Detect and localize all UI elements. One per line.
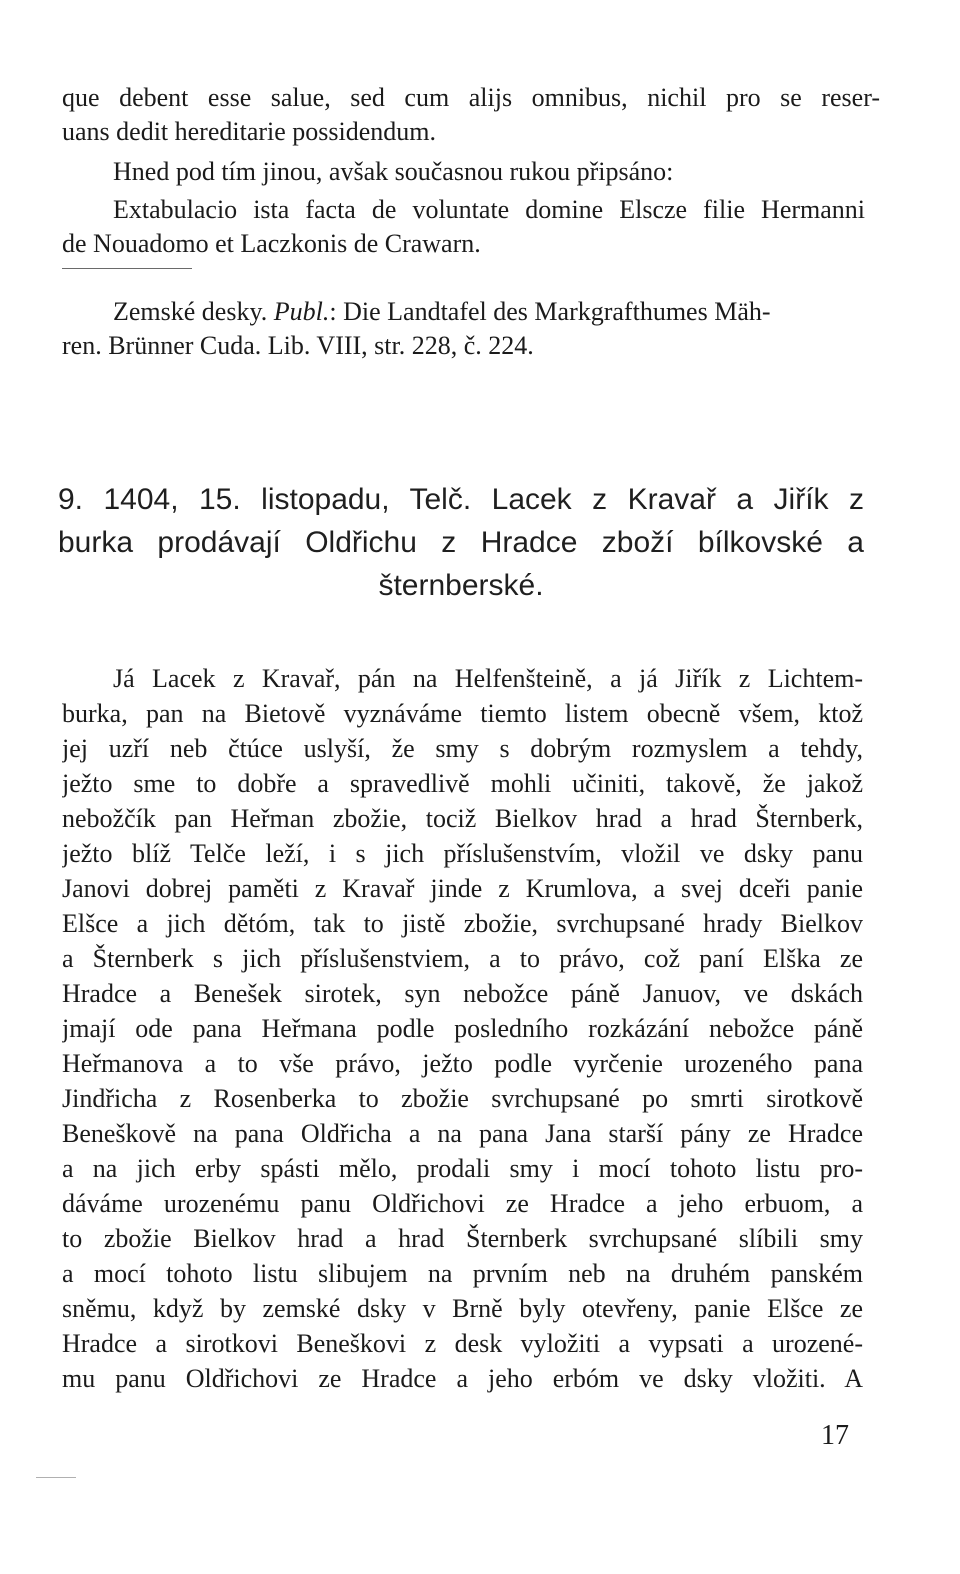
body-line-17: to zbožie Bielkov hrad a hrad Šternberk svrchupsané slíbili smy [62,1224,863,1253]
body-line-21: mu panu Oldřichovi ze Hradce a jeho erbóm ve dsky vložiti. A [62,1364,863,1393]
body-line-20: Hradce a sirotkovi Beneškovi z desk vyložiti a vypsati a urozené- [62,1329,863,1358]
scan-mark [36,1477,76,1478]
body-line-8: Elšce a jich dětóm, tak to jistě zbožie, svrchupsané hrady Bielkov [62,909,863,938]
body-line-19: sněmu, když by zemské dsky v Brně byly otevřeny, panie Elšce ze [62,1294,863,1323]
footnote-publ-label: Publ. [273,297,330,326]
footnote-line-1 [113,296,771,328]
page-number: 17 [821,1420,849,1451]
body-line-4: ježto sme to dobře a spravedlivě mohli učiniti, takově, že jakož [62,769,863,798]
body-line-1: Já Lacek z Kravař, pán na Helfenšteině, a já Jiřík z Lichtem- [113,664,863,693]
body-line-13: Jindřicha z Rosenberka to zbožie svrchupsané po smrti sirotkově [62,1084,863,1113]
body-line-3: jej uzří neb čtúce uslyší, že smy s dobrým rozmyslem a tehdy, [62,734,863,763]
note-line-3: de Nouadomo et Laczkonis de Crawarn. [62,229,481,258]
body-line-5: nebožčík pan Heřman zbožie, tociž Bielkov hrad a hrad Šternberk, [62,804,863,833]
section-heading-line-2: burka prodávají Oldřichu z Hradce zboží bílkovské a [58,526,864,559]
body-line-12: Heřmanova a to vše právo, ježto podle vyrčenie urozeného pana [62,1049,863,1078]
footnote-publication: : Die Landtafel des Markgrafthumes Mäh- [329,297,771,326]
body-line-18: a mocí tohoto listu slibujem na prvním neb na druhém panském [62,1259,863,1288]
footnote-source: Zemské desky. [113,297,274,326]
top-paragraph-line-2: uans dedit hereditarie possidendum. [62,117,437,146]
body-line-6: ježto blíž Telče leží, i s jich příslušenstvím, vložil ve dsky panu [62,839,863,868]
body-line-11: jmají ode pana Heřmana podle posledního rozkázání nebožce páně [62,1014,863,1043]
body-line-7: Janovi dobrej paměti z Kravař jinde z Krumlova, a svej dceři panie [62,874,863,903]
top-paragraph-line-1: que debent esse salue, sed cum alijs omnibus, nichil pro se reser- [62,83,880,112]
body-line-10: Hradce a Benešek sirotek, syn nebožce páně Januov, ve dskách [62,979,863,1008]
note-line-2: Extabulacio ista facta de voluntate domine Elscze filie Hermanni [113,195,865,224]
body-line-9: a Šternberk s jich příslušenstviem, a to právo, což paní Elška ze [62,944,863,973]
note-line-1: Hned pod tím jinou, avšak současnou rukou připsáno: [113,157,674,186]
footnote-line-2: ren. Brünner Cuda. Lib. VIII, str. 228, č. 224. [62,331,534,360]
body-line-2: burka, pan na Bietově vyznáváme tiemto listem obecně všem, ktož [62,699,863,728]
body-line-16: dáváme urozenému panu Oldřichovi ze Hradce a jeho erbuom, a [62,1189,863,1218]
body-line-15: a na jich erby spásti mělo, prodali smy i mocí tohoto listu pro- [62,1154,863,1183]
section-heading-line-3: šternberské. [378,569,544,602]
section-heading-line-1: 9. 1404, 15. listopadu, Telč. Lacek z Kravař a Jiřík z [58,483,864,516]
footnote-divider [62,268,192,269]
body-line-14: Beneškově na pana Oldřicha a na pana Jana starší pány ze Hradce [62,1119,863,1148]
